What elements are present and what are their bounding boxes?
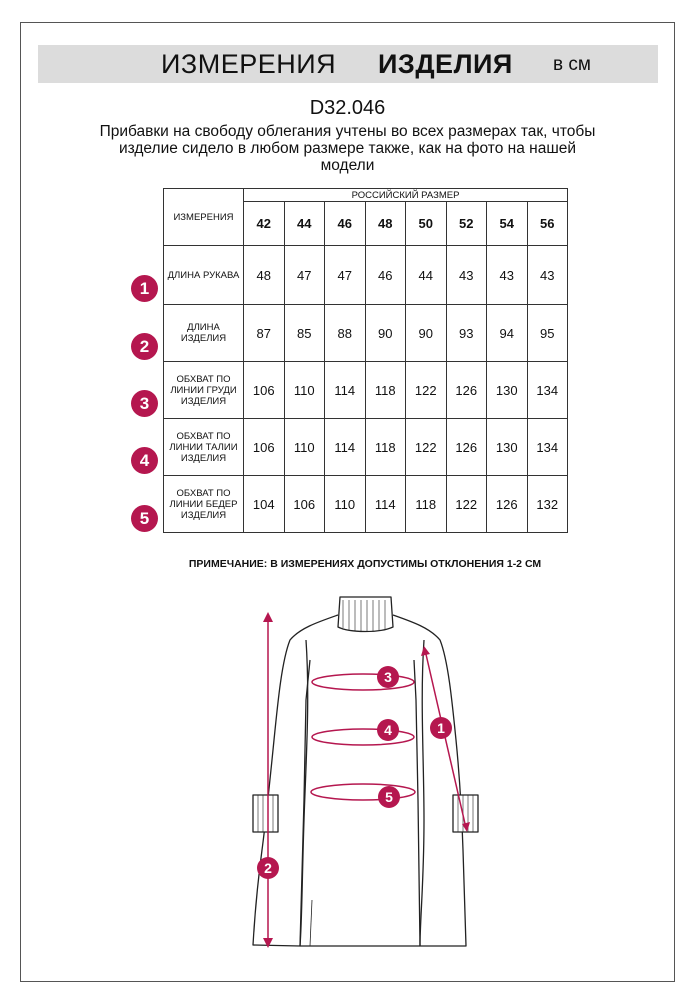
cell-value: 114 — [365, 476, 406, 533]
title-part2: ИЗДЕЛИЯ — [378, 49, 513, 79]
row-number-badge: 1 — [131, 275, 158, 302]
cell-value: 94 — [487, 305, 528, 362]
cell-value: 110 — [284, 419, 325, 476]
measure-lines — [268, 615, 466, 945]
product-code: D32.046 — [309, 97, 386, 119]
row-number-badge: 5 — [131, 505, 158, 532]
row-label: ОБХВАТ ПО ЛИНИИ БЕДЕР ИЗДЕЛИЯ — [164, 476, 244, 533]
arrow-heads — [263, 612, 470, 948]
marker-4: 4 — [384, 722, 392, 738]
cell-value: 46 — [365, 246, 406, 305]
tolerance-note: ПРИМЕЧАНИЕ: В ИЗМЕРЕНИЯХ ДОПУСТИМЫ ОТКЛОНЕНИЯ 1-2 СМ — [188, 558, 542, 570]
unit-label: в см — [553, 54, 591, 75]
row-number-badge: 2 — [131, 333, 158, 360]
cell-value: 85 — [284, 305, 325, 362]
cell-value: 126 — [487, 476, 528, 533]
cell-value: 106 — [244, 419, 285, 476]
cell-value: 130 — [487, 362, 528, 419]
cell-value: 110 — [325, 476, 366, 533]
cell-value: 93 — [446, 305, 487, 362]
cell-value: 132 — [527, 476, 568, 533]
cell-value: 90 — [406, 305, 447, 362]
row-label: ДЛИНА ИЗДЕЛИЯ — [164, 305, 244, 362]
cell-value: 47 — [325, 246, 366, 305]
size-header: 46 — [325, 202, 366, 246]
size-header: 44 — [284, 202, 325, 246]
cell-value: 118 — [406, 476, 447, 533]
row-number-badge: 3 — [131, 390, 158, 417]
cell-value: 47 — [284, 246, 325, 305]
cell-value: 104 — [244, 476, 285, 533]
size-header: 56 — [527, 202, 568, 246]
cell-value: 95 — [527, 305, 568, 362]
cell-value: 106 — [244, 362, 285, 419]
cell-value: 122 — [406, 419, 447, 476]
marker-2: 2 — [264, 860, 272, 876]
cell-value: 122 — [446, 476, 487, 533]
marker-1: 1 — [437, 720, 445, 736]
cell-value: 43 — [527, 246, 568, 305]
size-group-header: РОССИЙСКИЙ РАЗМЕР — [244, 189, 568, 202]
cell-value: 87 — [244, 305, 285, 362]
size-header: 48 — [365, 202, 406, 246]
row-label: ОБХВАТ ПО ЛИНИИ ТАЛИИ ИЗДЕЛИЯ — [164, 419, 244, 476]
cell-value: 44 — [406, 246, 447, 305]
cell-value: 43 — [487, 246, 528, 305]
marker-3: 3 — [384, 669, 392, 685]
cell-value: 114 — [325, 419, 366, 476]
cell-value: 106 — [284, 476, 325, 533]
cell-value: 126 — [446, 419, 487, 476]
row-number-badge: 4 — [131, 447, 158, 474]
marker-5: 5 — [385, 789, 393, 805]
size-header: 50 — [406, 202, 447, 246]
product-description: Прибавки на свободу облегания учтены во всех размерах так, чтобы изделие сидело в любом размере также, как на фото на нашей модели — [99, 123, 596, 174]
cell-value: 43 — [446, 246, 487, 305]
measure-header: ИЗМЕРЕНИЯ — [164, 189, 244, 246]
cell-value: 90 — [365, 305, 406, 362]
title-part1: ИЗМЕРЕНИЯ — [161, 49, 337, 79]
size-header: 52 — [446, 202, 487, 246]
size-header: 42 — [244, 202, 285, 246]
cell-value: 118 — [365, 362, 406, 419]
size-header: 54 — [487, 202, 528, 246]
cell-value: 48 — [244, 246, 285, 305]
cell-value: 126 — [446, 362, 487, 419]
cell-value: 88 — [325, 305, 366, 362]
cell-value: 130 — [487, 419, 528, 476]
cell-value: 118 — [365, 419, 406, 476]
cell-value: 114 — [325, 362, 366, 419]
dress-outline — [253, 597, 478, 946]
cell-value: 110 — [284, 362, 325, 419]
cell-value: 134 — [527, 362, 568, 419]
cell-value: 122 — [406, 362, 447, 419]
row-label: ОБХВАТ ПО ЛИНИИ ГРУДИ ИЗДЕЛИЯ — [164, 362, 244, 419]
row-label: ДЛИНА РУКАВА — [164, 246, 244, 305]
cell-value: 134 — [527, 419, 568, 476]
